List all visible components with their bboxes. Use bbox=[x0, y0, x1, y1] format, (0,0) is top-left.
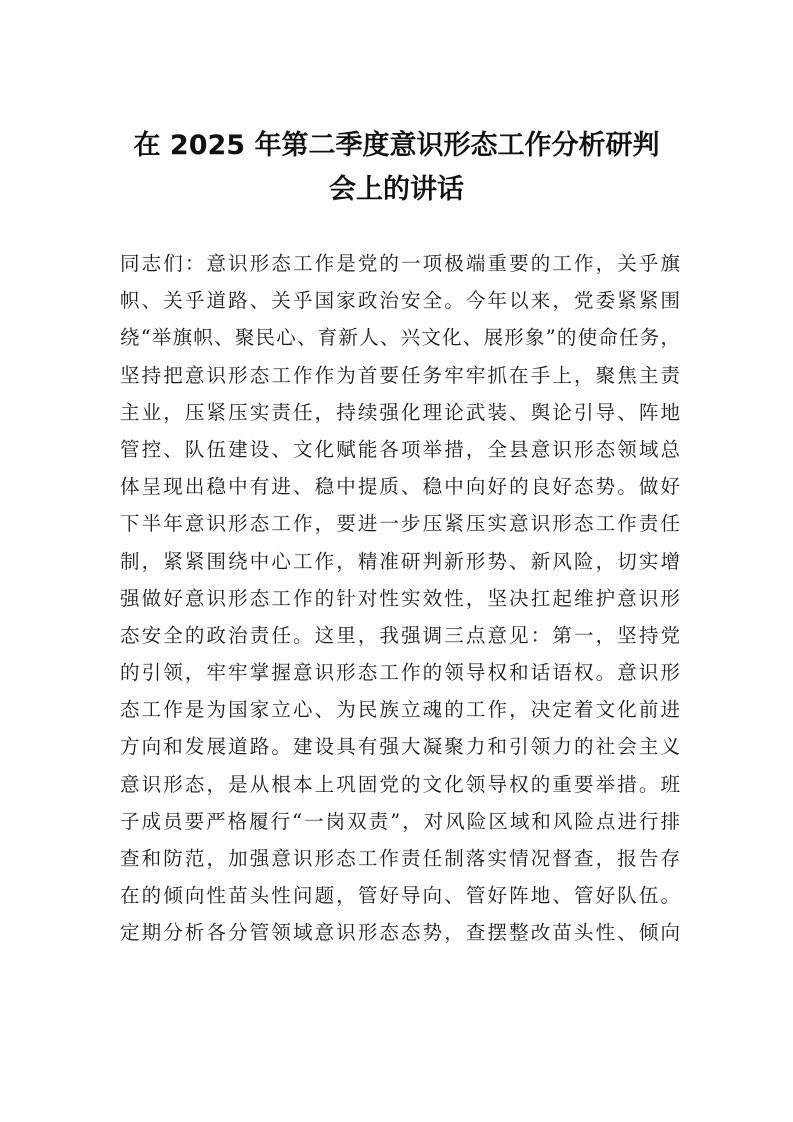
body-line: 意识形态，是从根本上巩固党的文化领导权的重要举措。班 bbox=[120, 772, 680, 796]
body-line: 态安全的政治责任。这里，我强调三点意见：第一，坚持党 bbox=[120, 623, 680, 647]
body-line: 方向和发展道路。建设具有强大凝聚力和引领力的社会主义 bbox=[120, 735, 680, 759]
body-line: 态工作是为国家立心、为民族立魂的工作，决定着文化前进 bbox=[120, 698, 680, 722]
body-line: 查和防范，加强意识形态工作责任制落实情况督查，报告存 bbox=[120, 847, 680, 870]
body-line: 制，紧紧围绕中心工作，精准研判新形势、新风险，切实增 bbox=[120, 549, 680, 573]
document-title bbox=[110, 124, 683, 212]
body-line: 主业，压紧压实责任，持续强化理论武装、舆论引导、阵地 bbox=[120, 400, 680, 424]
body-line: 同志们：意识形态工作是党的一项极端重要的工作，关乎旗 bbox=[120, 252, 680, 275]
body-line: 帜、关乎道路、关乎国家政治安全。今年以来，党委紧紧围 bbox=[120, 289, 680, 313]
body-line: 子成员要严格履行“一岗双责”，对风险区域和风险点进行排 bbox=[120, 809, 680, 833]
body-line: 的引领，牢牢掌握意识形态工作的领导权和话语权。意识形 bbox=[120, 661, 680, 685]
document-body bbox=[120, 245, 680, 952]
body-line: 定期分析各分管领域意识形态态势，查摆整改苗头性、倾向 bbox=[120, 921, 680, 945]
body-line: 坚持把意识形态工作作为首要任务牢牢抓在手上，聚焦主责 bbox=[120, 363, 680, 387]
title-line-1: 在 2025 年第二季度意识形态工作分析研判 bbox=[133, 130, 660, 161]
title-line-2: 会上的讲话 bbox=[329, 174, 464, 205]
body-line: 在的倾向性苗头性问题，管好导向、管好阵地、管好队伍。 bbox=[120, 884, 680, 908]
body-line: 体呈现出稳中有进、稳中提质、稳中向好的良好态势。做好 bbox=[120, 475, 680, 499]
body-line: 绕“举旗帜、聚民心、育新人、兴文化、展形象”的使命任务， bbox=[120, 326, 680, 350]
body-line: 强做好意识形态工作的针对性实效性，坚决扛起维护意识形 bbox=[120, 586, 680, 610]
body-line: 下半年意识形态工作，要进一步压紧压实意识形态工作责任 bbox=[120, 512, 680, 536]
body-line: 管控、队伍建设、文化赋能各项举措，全县意识形态领域总 bbox=[120, 437, 680, 461]
